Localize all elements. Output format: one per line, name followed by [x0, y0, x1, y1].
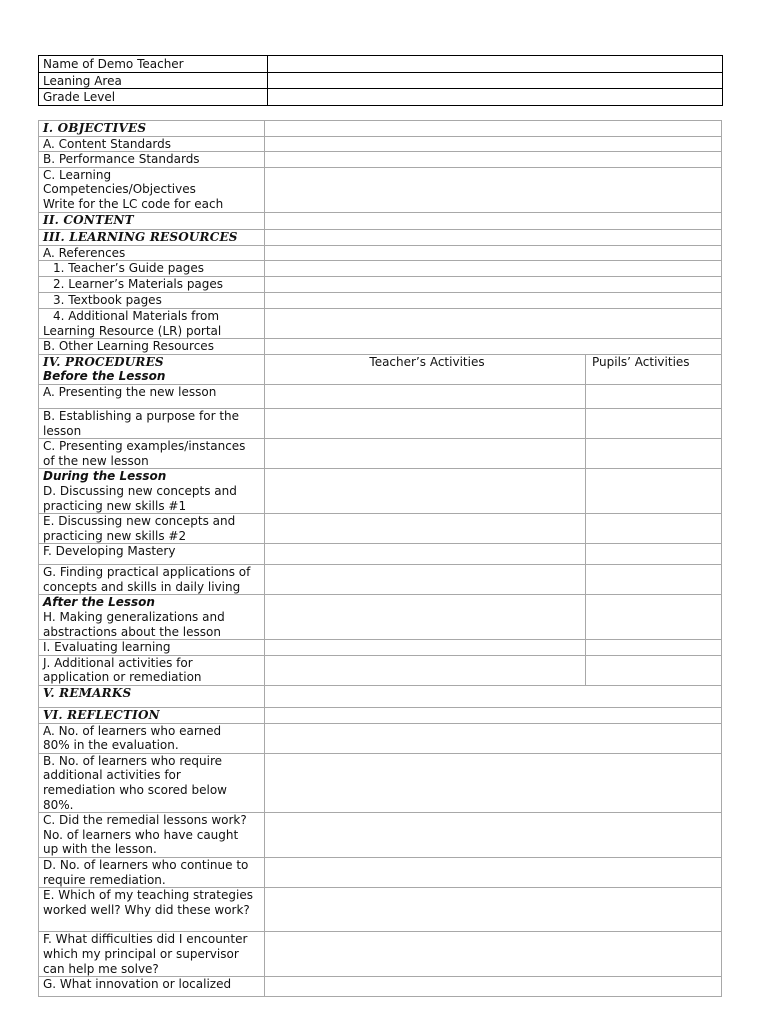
procedure-b-line: B. Establishing a purpose for the	[43, 408, 240, 423]
reflection-b-label	[39, 753, 265, 812]
reflection-d-line: require remediation.	[43, 872, 166, 887]
procedure-e-label	[39, 514, 265, 544]
remarks-cell[interactable]	[265, 686, 722, 708]
procedure-g-label	[39, 565, 265, 595]
additional-materials-line: 4. Additional Materials from	[53, 308, 220, 323]
grade-level-label: Grade Level	[39, 89, 268, 106]
teacher-activity-cell[interactable]	[265, 640, 586, 656]
procedure-g-line: G. Finding practical applications of	[43, 565, 251, 580]
learning-resources-cell[interactable]	[265, 229, 722, 245]
procedure-g-line: concepts and skills in daily living	[43, 579, 241, 594]
after-lesson-heading: After the Lesson	[43, 595, 155, 610]
teacher-activity-cell[interactable]	[265, 544, 586, 565]
teacher-activity-cell[interactable]	[265, 384, 586, 408]
remarks-title: V. REMARKS	[39, 686, 265, 708]
teachers-guide-label: 1. Teacher’s Guide pages	[39, 261, 265, 277]
during-lesson-heading: During the Lesson	[43, 469, 167, 484]
reflection-title: VI. REFLECTION	[39, 708, 265, 724]
other-resources-cell[interactable]	[265, 339, 722, 355]
reflection-c-line: C. Did the remedial lessons work?	[43, 813, 247, 828]
learning-resources-title: III. LEARNING RESOURCES	[39, 229, 265, 245]
reflection-f-line: which my principal or supervisor	[43, 946, 239, 961]
table-row	[39, 229, 722, 245]
procedure-j-line: application or remediation	[43, 670, 202, 685]
table-row	[39, 167, 722, 212]
name-value-cell[interactable]	[268, 56, 723, 73]
reflection-c-cell[interactable]	[265, 813, 722, 858]
reflection-b-line: additional activities for	[43, 768, 181, 783]
table-row	[39, 277, 722, 293]
lesson-plan-table	[38, 120, 722, 997]
procedure-j-label	[39, 655, 265, 685]
references-label: A. References	[39, 245, 265, 261]
reflection-d-label	[39, 858, 265, 888]
table-row	[39, 813, 722, 858]
procedure-d-line: D. Discussing new concepts and	[43, 483, 237, 498]
reflection-e-line: worked well? Why did these work?	[43, 902, 250, 917]
reflection-f-line: F. What difficulties did I encounter	[43, 932, 248, 947]
content-standards-label: A. Content Standards	[39, 136, 265, 152]
table-row	[39, 308, 722, 338]
learners-materials-label: 2. Learner’s Materials pages	[39, 277, 265, 293]
procedure-d-line: practicing new skills #1	[43, 498, 187, 513]
table-row	[39, 977, 722, 997]
teacher-activity-cell[interactable]	[265, 514, 586, 544]
pupil-activity-cell[interactable]	[586, 384, 722, 408]
procedure-b-line: lesson	[43, 423, 82, 438]
reflection-g-label	[39, 977, 265, 997]
table-row	[39, 72, 723, 89]
teacher-activity-cell[interactable]	[265, 595, 586, 640]
table-row	[39, 261, 722, 277]
reflection-g-cell[interactable]	[265, 977, 722, 997]
reflection-cell[interactable]	[265, 708, 722, 724]
teacher-activity-cell[interactable]	[265, 655, 586, 685]
reflection-b-line: remediation who scored below	[43, 783, 227, 797]
learning-competencies-cell[interactable]	[265, 167, 722, 212]
table-row	[39, 408, 722, 438]
reflection-c-label	[39, 813, 265, 858]
reflection-c-line: up with the lesson.	[43, 842, 157, 857]
other-resources-label: B. Other Learning Resources	[39, 339, 265, 355]
procedure-i-label: I. Evaluating learning	[39, 640, 265, 656]
additional-materials-cell[interactable]	[265, 308, 722, 338]
reflection-a-line: 80% in the evaluation.	[43, 738, 179, 753]
textbook-pages-label: 3. Textbook pages	[39, 293, 265, 309]
pupil-activity-cell[interactable]	[586, 514, 722, 544]
table-row	[39, 686, 722, 708]
table-row	[39, 56, 723, 73]
before-lesson-heading: Before the Lesson	[43, 369, 166, 384]
teacher-activity-cell[interactable]	[265, 565, 586, 595]
references-cell[interactable]	[265, 245, 722, 261]
learning-competencies-line: Competencies/Objectives	[43, 182, 196, 197]
table-row	[39, 708, 722, 724]
learning-competencies-line: Write for the LC code for each	[43, 196, 224, 211]
textbook-pages-cell[interactable]	[265, 293, 722, 309]
pupil-activity-cell[interactable]	[586, 408, 722, 438]
teacher-info-table	[38, 55, 723, 106]
reflection-e-line: E. Which of my teaching strategies	[43, 888, 253, 903]
teachers-guide-cell[interactable]	[265, 261, 722, 277]
procedure-e-line: E. Discussing new concepts and	[43, 514, 236, 529]
procedure-a-label: A. Presenting the new lesson	[39, 384, 265, 408]
table-row	[39, 245, 722, 261]
table-row	[39, 439, 722, 469]
procedure-e-line: practicing new skills #2	[43, 528, 187, 543]
reflection-f-line: can help me solve?	[43, 961, 159, 976]
table-row	[39, 544, 722, 565]
procedure-c-label	[39, 439, 265, 469]
objectives-cell[interactable]	[265, 121, 722, 137]
procedure-h-line: H. Making generalizations and	[43, 610, 225, 625]
reflection-b-cell[interactable]	[265, 753, 722, 812]
table-row	[39, 858, 722, 888]
table-row	[39, 136, 722, 152]
table-row	[39, 595, 722, 640]
table-row	[39, 469, 722, 514]
pupil-activity-cell[interactable]	[586, 640, 722, 656]
procedure-b-label	[39, 408, 265, 438]
procedure-h-label	[39, 595, 265, 640]
table-row	[39, 121, 722, 137]
table-row	[39, 152, 722, 168]
teacher-activity-cell[interactable]	[265, 408, 586, 438]
table-row	[39, 212, 722, 229]
procedure-d-label	[39, 469, 265, 514]
teacher-activities-header: Teacher’s Activities	[265, 354, 586, 384]
pupil-activity-cell[interactable]	[586, 439, 722, 469]
table-row	[39, 514, 722, 544]
procedures-title: IV. PROCEDURES	[43, 354, 164, 369]
reflection-b-line: B. No. of learners who require	[43, 753, 222, 768]
reflection-c-line: No. of learners who have caught	[43, 827, 239, 842]
reflection-a-label	[39, 723, 265, 753]
teacher-activity-cell[interactable]	[265, 439, 586, 469]
learning-competencies-label	[39, 167, 265, 212]
procedure-c-line: of the new lesson	[43, 453, 149, 468]
reflection-a-line: A. No. of learners who earned	[43, 723, 222, 738]
reflection-g-line: G. What innovation or localized	[43, 977, 232, 992]
pupil-activity-cell[interactable]	[586, 655, 722, 685]
name-label: Name of Demo Teacher	[39, 56, 268, 73]
teacher-activity-cell[interactable]	[265, 469, 586, 514]
performance-standards-label: B. Performance Standards	[39, 152, 265, 168]
pupil-activity-cell[interactable]	[586, 565, 722, 595]
objectives-title: I. OBJECTIVES	[39, 121, 265, 137]
reflection-e-cell[interactable]	[265, 888, 722, 932]
pupil-activities-header: Pupils’ Activities	[586, 354, 722, 384]
performance-standards-cell[interactable]	[265, 152, 722, 168]
pupil-activity-cell[interactable]	[586, 469, 722, 514]
reflection-b-line: 80%.	[43, 797, 74, 812]
grade-level-value-cell[interactable]	[268, 89, 723, 106]
content-title: II. CONTENT	[39, 212, 265, 229]
table-row	[39, 888, 722, 932]
table-row	[39, 354, 722, 384]
learning-area-value-cell[interactable]	[268, 72, 723, 89]
content-standards-cell[interactable]	[265, 136, 722, 152]
pupil-activity-cell[interactable]	[586, 595, 722, 640]
reflection-d-line: D. No. of learners who continue to	[43, 858, 249, 873]
table-row	[39, 293, 722, 309]
procedure-c-line: C. Presenting examples/instances	[43, 439, 246, 454]
learning-competencies-line: C. Learning	[43, 167, 112, 182]
table-row	[39, 384, 722, 408]
reflection-e-label	[39, 888, 265, 932]
table-row	[39, 89, 723, 106]
table-row	[39, 753, 722, 812]
table-row	[39, 723, 722, 753]
reflection-a-cell[interactable]	[265, 723, 722, 753]
reflection-f-label	[39, 932, 265, 977]
procedure-h-line: abstractions about the lesson	[43, 624, 221, 639]
table-row	[39, 640, 722, 656]
learning-area-label: Leaning Area	[39, 72, 268, 89]
procedure-j-line: J. Additional activities for	[43, 655, 193, 670]
table-row	[39, 565, 722, 595]
pupil-activity-cell[interactable]	[586, 544, 722, 565]
reflection-d-cell[interactable]	[265, 858, 722, 888]
procedure-f-label: F. Developing Mastery	[39, 544, 265, 565]
learners-materials-cell[interactable]	[265, 277, 722, 293]
reflection-f-cell[interactable]	[265, 932, 722, 977]
table-row	[39, 339, 722, 355]
table-row	[39, 932, 722, 977]
table-row	[39, 655, 722, 685]
procedures-header	[39, 354, 265, 384]
content-cell[interactable]	[265, 212, 722, 229]
additional-materials-line: Learning Resource (LR) portal	[43, 323, 222, 338]
additional-materials-label	[39, 308, 265, 338]
